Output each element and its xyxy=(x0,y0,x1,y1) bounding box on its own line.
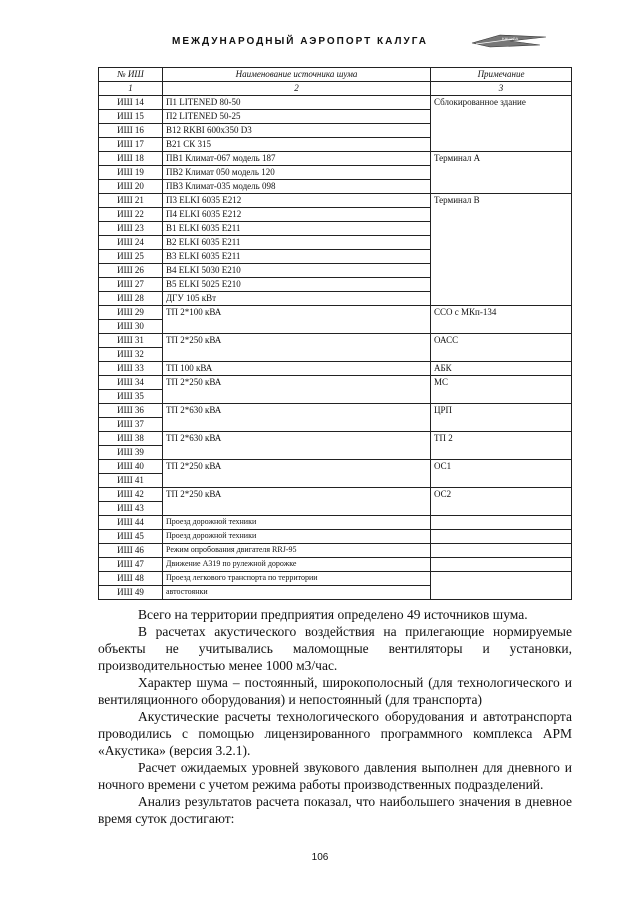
table-row: ИШ 35 xyxy=(99,390,572,404)
paragraph: Всего на территории предприятия определено 49 источников шума. xyxy=(138,607,528,622)
note-cell: ТП 2 xyxy=(431,432,572,460)
table-row: ИШ 20 ПВ3 Климат-035 модель 098 xyxy=(99,180,572,194)
paragraph: «Акустика» (версия 3.2.1). xyxy=(98,743,251,758)
table-row: ИШ 40 ТП 2*250 кВА ОС1 xyxy=(99,460,572,474)
table-row: ИШ 38 ТП 2*630 кВА ТП 2 xyxy=(99,432,572,446)
table-row: ИШ 36 ТП 2*630 кВА ЦРП xyxy=(99,404,572,418)
paragraph: время суток достигают: xyxy=(98,811,235,826)
table-row: ИШ 17 В21 СК 315 xyxy=(99,138,572,152)
column-number: 2 xyxy=(163,82,431,96)
table-row: ИШ 43 xyxy=(99,502,572,516)
table-row: ИШ 18 ПВ1 Климат-067 модель 187 Терминал А xyxy=(99,152,572,166)
header-title: МЕЖДУНАРОДНЫЙ АЭРОПОРТ КАЛУГА xyxy=(172,36,428,47)
body-text xyxy=(98,606,572,827)
column-header: № ИШ xyxy=(99,68,163,82)
table-row: ИШ 37 xyxy=(99,418,572,432)
table-row: ИШ 32 xyxy=(99,348,572,362)
airport-logo-icon xyxy=(470,32,548,50)
table-row: ИШ 48 Проезд легкового транспорта по территории xyxy=(99,572,572,586)
table-row: ИШ 24 В2 ELKI 6035 E211 xyxy=(99,236,572,250)
paragraph: Характер шума – постоянный, широкополосный (для технологического и xyxy=(138,675,572,690)
paragraph: вентиляционного оборудования) и непостоянный (для транспорта) xyxy=(98,692,482,707)
note-cell: ОС1 xyxy=(431,460,572,488)
note-cell: ОАСС xyxy=(431,334,572,362)
paragraph: Акустические расчеты технологического оборудования и автотранспорта xyxy=(138,709,572,724)
paragraph: Анализ результатов расчета показал, что наибольшего значения в дневное xyxy=(138,794,572,809)
paragraph: В расчетах акустического воздействия на прилегающие нормируемые xyxy=(138,624,572,639)
note-cell: ЦРП xyxy=(431,404,572,432)
table-row: ИШ 49 автостоянки xyxy=(99,586,572,600)
column-header: Примечание xyxy=(431,68,572,82)
table-row: ИШ 16 В12 RKBI 600x350 D3 xyxy=(99,124,572,138)
page-header xyxy=(172,36,562,52)
table-row: ИШ 15 П2 LITENED 50-25 xyxy=(99,110,572,124)
table-row: ИШ 25 В3 ELKI 6035 E211 xyxy=(99,250,572,264)
table-row: ИШ 21 П3 ELKI 6035 E212 Терминал В xyxy=(99,194,572,208)
column-number: 3 xyxy=(431,82,572,96)
table-row: ИШ 41 xyxy=(99,474,572,488)
column-header: Наименование источника шума xyxy=(163,68,431,82)
table-row: ИШ 44 Проезд дорожной техники xyxy=(99,516,572,530)
note-cell: Сблокированное здание xyxy=(431,96,572,152)
table-row: ИШ 45 Проезд дорожной техники xyxy=(99,530,572,544)
note-cell xyxy=(431,530,572,544)
table-row: ИШ 27 В5 ELKI 5025 E210 xyxy=(99,278,572,292)
paragraph: проводились с помощью лицензированного программного комплекса АРМ xyxy=(98,726,572,741)
table-row: ИШ 34 ТП 2*250 кВА МС xyxy=(99,376,572,390)
paragraph: производительностью менее 1000 м3/час. xyxy=(98,658,338,673)
column-number: 1 xyxy=(99,82,163,96)
note-cell: Терминал В xyxy=(431,194,572,306)
note-cell xyxy=(431,516,572,530)
table-row: ИШ 31 ТП 2*250 кВА ОАСС xyxy=(99,334,572,348)
table-row: ИШ 46 Режим опробования двигателя RRJ-95 xyxy=(99,544,572,558)
paragraph: Расчет ожидаемых уровней звукового давления выполнен для дневного и xyxy=(138,760,572,775)
note-cell: МС xyxy=(431,376,572,404)
table-row: ИШ 29 ТП 2*100 кВА ССО с МКп-134 xyxy=(99,306,572,320)
table-row: ИШ 33 ТП 100 кВА АБК xyxy=(99,362,572,376)
table-row: ИШ 19 ПВ2 Климат 050 модель 120 xyxy=(99,166,572,180)
note-cell: АБК xyxy=(431,362,572,376)
table-row: ИШ 39 xyxy=(99,446,572,460)
table-row: ИШ 26 В4 ELKI 5030 E210 xyxy=(99,264,572,278)
table-row: ИШ 23 В1 ELKI 6035 E211 xyxy=(99,222,572,236)
paragraph: объекты не учитывались маломощные вентиляторы и установки, xyxy=(98,641,572,656)
table-row: ИШ 42 ТП 2*250 кВА ОС2 xyxy=(99,488,572,502)
note-cell: ССО с МКп-134 xyxy=(431,306,572,334)
table-row: ИШ 14 П1 LITENED 80-50 Сблокированное здание xyxy=(99,96,572,110)
note-cell xyxy=(431,572,572,600)
table-row: ИШ 22 П4 ELKI 6035 E212 xyxy=(99,208,572,222)
note-cell xyxy=(431,544,572,558)
svg-text:KALUGA: KALUGA xyxy=(502,36,519,41)
note-cell: ОС2 xyxy=(431,488,572,516)
note-cell xyxy=(431,558,572,572)
table-row: ИШ 30 xyxy=(99,320,572,334)
table-row: ИШ 47 Движение А319 по рулежной дорожке xyxy=(99,558,572,572)
paragraph: ночного времени с учетом режима работы производственных подразделений. xyxy=(98,777,544,792)
table-row: ИШ 28 ДГУ 105 кВт xyxy=(99,292,572,306)
noise-sources-table xyxy=(98,67,572,600)
note-cell: Терминал А xyxy=(431,152,572,194)
page-number: 106 xyxy=(311,852,329,863)
